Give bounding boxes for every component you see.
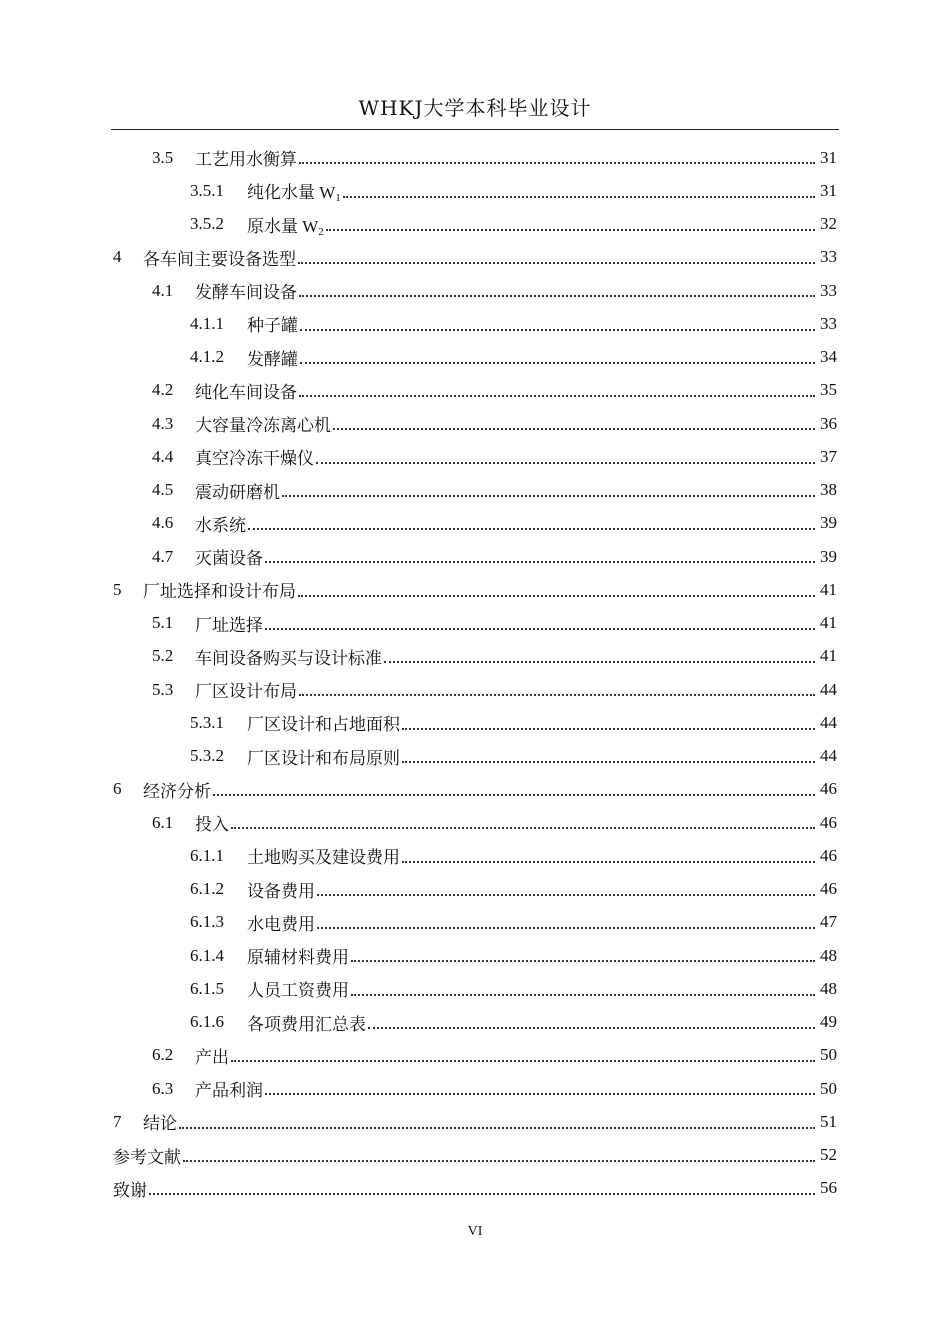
dot-leader — [299, 395, 815, 397]
toc-entry[interactable] — [113, 673, 837, 706]
toc-entry-number: 3.5 — [152, 147, 174, 167]
dot-leader — [402, 761, 815, 763]
toc-entry-number: 4.1.1 — [190, 313, 224, 333]
toc-entry-subscript: 1 — [335, 192, 341, 205]
toc-entry[interactable] — [113, 706, 837, 739]
toc-entry[interactable] — [113, 507, 837, 540]
toc-entry-page-number: 33 — [820, 280, 837, 300]
toc-entry-page-number: 50 — [820, 1045, 837, 1065]
toc-entry-title-text: 投入 — [195, 815, 229, 835]
toc-entry-number: 4.1 — [152, 280, 174, 300]
toc-entry-title-text: 参考文献 — [113, 1147, 181, 1167]
toc-entry-page-number: 32 — [820, 214, 837, 234]
dot-leader — [231, 1060, 815, 1062]
toc-entry-page-number: 31 — [820, 180, 837, 200]
toc-entry-title — [247, 710, 400, 735]
dot-leader — [402, 861, 815, 863]
dot-leader — [298, 595, 815, 597]
toc-entry[interactable] — [113, 1105, 837, 1138]
dot-leader — [282, 495, 815, 497]
toc-entry-number: 5 — [113, 579, 122, 599]
toc-entry-title — [195, 478, 280, 503]
table-of-contents — [113, 141, 837, 1205]
toc-entry-number: 4.2 — [152, 380, 174, 400]
dot-leader — [265, 628, 815, 630]
toc-entry-title-text: 纯化水量 W — [247, 183, 336, 203]
toc-entry-page-number: 46 — [820, 845, 837, 865]
toc-entry-number: 4.4 — [152, 446, 174, 466]
toc-entry[interactable] — [113, 906, 837, 939]
toc-entry-title-text: 厂址选择和设计布局 — [143, 582, 296, 602]
toc-entry-number: 6.1 — [152, 812, 174, 832]
toc-entry-number: 3.5.1 — [190, 180, 224, 200]
toc-entry-title — [195, 1076, 263, 1101]
toc-entry-number: 6.2 — [152, 1045, 174, 1065]
toc-entry-title-text: 各项费用汇总表 — [247, 1014, 366, 1034]
toc-entry-number: 4.5 — [152, 480, 174, 500]
dot-leader — [149, 1193, 815, 1195]
toc-entry-number: 4.7 — [152, 546, 174, 566]
dot-leader — [299, 162, 815, 164]
toc-entry[interactable] — [113, 540, 837, 573]
toc-entry-title — [195, 145, 297, 170]
toc-entry-title-text: 产出 — [195, 1047, 229, 1067]
toc-entry-number: 5.2 — [152, 646, 174, 666]
toc-entry-title-text: 纯化车间设备 — [195, 382, 297, 402]
toc-entry-title-text: 产品利润 — [195, 1081, 263, 1101]
dot-leader — [317, 894, 815, 896]
toc-entry-number: 7 — [113, 1111, 122, 1131]
toc-entry-title-text: 大容量冷冻离心机 — [195, 416, 331, 436]
dot-leader — [298, 262, 815, 264]
toc-entry-title — [247, 744, 400, 769]
toc-entry-number: 4.1.2 — [190, 347, 224, 367]
toc-entry-title-text: 经济分析 — [143, 781, 211, 801]
toc-entry-title-text: 厂址选择 — [195, 615, 263, 635]
dot-leader — [248, 528, 815, 530]
toc-entry-page-number: 50 — [820, 1078, 837, 1098]
toc-entry[interactable] — [113, 407, 837, 440]
toc-entry-number: 6.1.3 — [190, 912, 224, 932]
toc-entry-number: 6.1.1 — [190, 845, 224, 865]
dot-leader — [326, 229, 815, 231]
dot-leader — [317, 927, 815, 929]
toc-entry[interactable] — [113, 972, 837, 1005]
toc-entry-title — [247, 311, 298, 336]
toc-entry-title-text: 厂区设计和布局原则 — [247, 748, 400, 768]
toc-entry-title — [195, 544, 263, 569]
toc-entry-number: 6 — [113, 779, 122, 799]
toc-entry-page-number: 46 — [820, 812, 837, 832]
toc-entry-title — [247, 212, 324, 237]
toc-entry[interactable] — [113, 208, 837, 241]
dot-leader — [213, 794, 815, 796]
toc-entry-title-text: 灭菌设备 — [195, 549, 263, 569]
toc-entry-page-number: 44 — [820, 712, 837, 732]
toc-entry-page-number: 39 — [820, 546, 837, 566]
toc-entry-number: 5.3.2 — [190, 746, 224, 766]
toc-entry-page-number: 31 — [820, 147, 837, 167]
toc-entry-title — [247, 345, 298, 370]
toc-entry-number: 6.3 — [152, 1078, 174, 1098]
toc-entry-title — [195, 611, 263, 636]
toc-entry-title-text: 震动研磨机 — [195, 482, 280, 502]
toc-entry-title-text: 种子罐 — [247, 316, 298, 336]
toc-entry-title-text: 真空冷冻干燥仪 — [195, 449, 314, 469]
toc-entry[interactable] — [113, 1172, 837, 1205]
toc-entry[interactable] — [113, 341, 837, 374]
toc-entry-title — [143, 577, 296, 602]
dot-leader — [316, 462, 815, 464]
dot-leader — [300, 329, 815, 331]
page-header-title: WHKJ大学本科毕业设计 — [358, 96, 592, 120]
toc-entry-title — [195, 810, 229, 835]
toc-entry[interactable] — [113, 873, 837, 906]
toc-entry[interactable] — [113, 740, 837, 773]
toc-entry-page-number: 47 — [820, 912, 837, 932]
toc-entry-title — [195, 378, 297, 403]
dot-leader — [231, 827, 815, 829]
dot-leader — [183, 1160, 815, 1162]
toc-entry[interactable] — [113, 573, 837, 606]
toc-entry-number: 6.1.5 — [190, 978, 224, 998]
toc-entry-title — [195, 444, 314, 469]
toc-entry[interactable] — [113, 174, 837, 207]
toc-entry-page-number: 33 — [820, 313, 837, 333]
toc-entry[interactable] — [113, 1006, 837, 1039]
toc-entry-title-text: 致谢 — [113, 1180, 147, 1200]
toc-entry-page-number: 48 — [820, 978, 837, 998]
toc-entry-page-number: 38 — [820, 480, 837, 500]
toc-entry-title-text: 水电费用 — [247, 914, 315, 934]
dot-leader — [402, 728, 815, 730]
toc-entry-title-text: 发酵罐 — [247, 349, 298, 369]
toc-entry[interactable] — [113, 1139, 837, 1172]
toc-entry[interactable] — [113, 607, 837, 640]
toc-entry-title-text: 各车间主要设备选型 — [143, 249, 296, 269]
toc-entry-title — [195, 278, 297, 303]
toc-entry-subscript: 2 — [318, 225, 324, 238]
dot-leader — [351, 994, 815, 996]
toc-entry-page-number: 41 — [820, 613, 837, 633]
dot-leader — [299, 694, 815, 696]
toc-entry-title — [143, 245, 296, 270]
dot-leader — [300, 362, 815, 364]
toc-entry-title-text: 厂区设计布局 — [195, 682, 297, 702]
toc-entry-title-text: 人员工资费用 — [247, 981, 349, 1001]
toc-entry-title — [195, 1043, 229, 1068]
toc-entry[interactable] — [113, 241, 837, 274]
toc-entry-number: 6.1.4 — [190, 945, 224, 965]
dot-leader — [299, 295, 815, 297]
toc-entry[interactable] — [113, 1072, 837, 1105]
toc-entry[interactable] — [113, 440, 837, 473]
toc-entry-page-number: 34 — [820, 347, 837, 367]
toc-entry[interactable] — [113, 374, 837, 407]
toc-entry-title — [247, 976, 349, 1001]
toc-entry-title — [195, 677, 297, 702]
toc-entry-title — [113, 1176, 147, 1201]
toc-entry-title — [247, 178, 341, 203]
dot-leader — [351, 960, 815, 962]
dot-leader — [368, 1027, 815, 1029]
toc-entry[interactable] — [113, 773, 837, 806]
toc-entry-title-text: 工艺用水衡算 — [195, 150, 297, 170]
toc-entry-number: 6.1.6 — [190, 1012, 224, 1032]
toc-entry-page-number: 44 — [820, 746, 837, 766]
toc-entry[interactable] — [113, 939, 837, 972]
dot-leader — [265, 1093, 815, 1095]
dot-leader — [343, 196, 815, 198]
toc-entry-number: 5.3 — [152, 679, 174, 699]
toc-entry-title-text: 原水量 W — [247, 216, 319, 236]
toc-entry-title — [247, 877, 315, 902]
toc-entry-title-text: 厂区设计和占地面积 — [247, 715, 400, 735]
toc-entry-title — [195, 411, 331, 436]
toc-entry-page-number: 48 — [820, 945, 837, 965]
toc-entry-page-number: 46 — [820, 779, 837, 799]
toc-entry-page-number: 52 — [820, 1145, 837, 1165]
toc-entry-title-text: 原辅材料费用 — [247, 948, 349, 968]
toc-entry-title-text: 土地购买及建设费用 — [247, 848, 400, 868]
toc-entry-page-number: 46 — [820, 879, 837, 899]
toc-entry-page-number: 51 — [820, 1111, 837, 1131]
toc-entry-number: 5.3.1 — [190, 712, 224, 732]
dot-leader — [333, 428, 815, 430]
toc-entry-number: 4.3 — [152, 413, 174, 433]
toc-entry-title-text: 车间设备购买与设计标准 — [195, 648, 382, 668]
toc-entry-number: 6.1.2 — [190, 879, 224, 899]
toc-entry[interactable] — [113, 806, 837, 839]
toc-entry[interactable] — [113, 640, 837, 673]
toc-entry-title — [247, 910, 315, 935]
toc-entry-title — [143, 1109, 177, 1134]
toc-entry-title — [113, 1143, 181, 1168]
toc-entry-title-text: 设备费用 — [247, 881, 315, 901]
toc-entry[interactable] — [113, 839, 837, 872]
toc-entry-title — [247, 943, 349, 968]
toc-entry[interactable] — [113, 1039, 837, 1072]
toc-entry-title-text: 发酵车间设备 — [195, 283, 297, 303]
toc-entry-page-number: 41 — [820, 646, 837, 666]
toc-entry-page-number: 41 — [820, 579, 837, 599]
toc-entry[interactable] — [113, 307, 837, 340]
toc-entry[interactable] — [113, 141, 837, 174]
toc-entry-title — [195, 511, 246, 536]
dot-leader — [265, 561, 815, 563]
toc-entry-page-number: 56 — [820, 1178, 837, 1198]
toc-entry-title — [143, 777, 211, 802]
toc-entry-title — [247, 843, 400, 868]
toc-entry-page-number: 36 — [820, 413, 837, 433]
toc-entry-number: 5.1 — [152, 613, 174, 633]
toc-entry-title-text: 水系统 — [195, 515, 246, 535]
dot-leader — [179, 1127, 815, 1129]
page-number: VI — [467, 1224, 483, 1239]
toc-entry[interactable] — [113, 474, 837, 507]
toc-entry-number: 4 — [113, 247, 122, 267]
toc-entry-page-number: 49 — [820, 1012, 837, 1032]
toc-entry-page-number: 37 — [820, 446, 837, 466]
toc-entry-number: 4.6 — [152, 513, 174, 533]
toc-entry-title — [195, 644, 382, 669]
toc-entry[interactable] — [113, 274, 837, 307]
toc-entry-title — [247, 1010, 366, 1035]
toc-entry-number: 3.5.2 — [190, 214, 224, 234]
toc-entry-title-text: 结论 — [143, 1114, 177, 1134]
dot-leader — [384, 661, 815, 663]
toc-entry-page-number: 44 — [820, 679, 837, 699]
toc-entry-page-number: 39 — [820, 513, 837, 533]
toc-entry-page-number: 33 — [820, 247, 837, 267]
header-divider — [111, 129, 839, 130]
toc-entry-page-number: 35 — [820, 380, 837, 400]
